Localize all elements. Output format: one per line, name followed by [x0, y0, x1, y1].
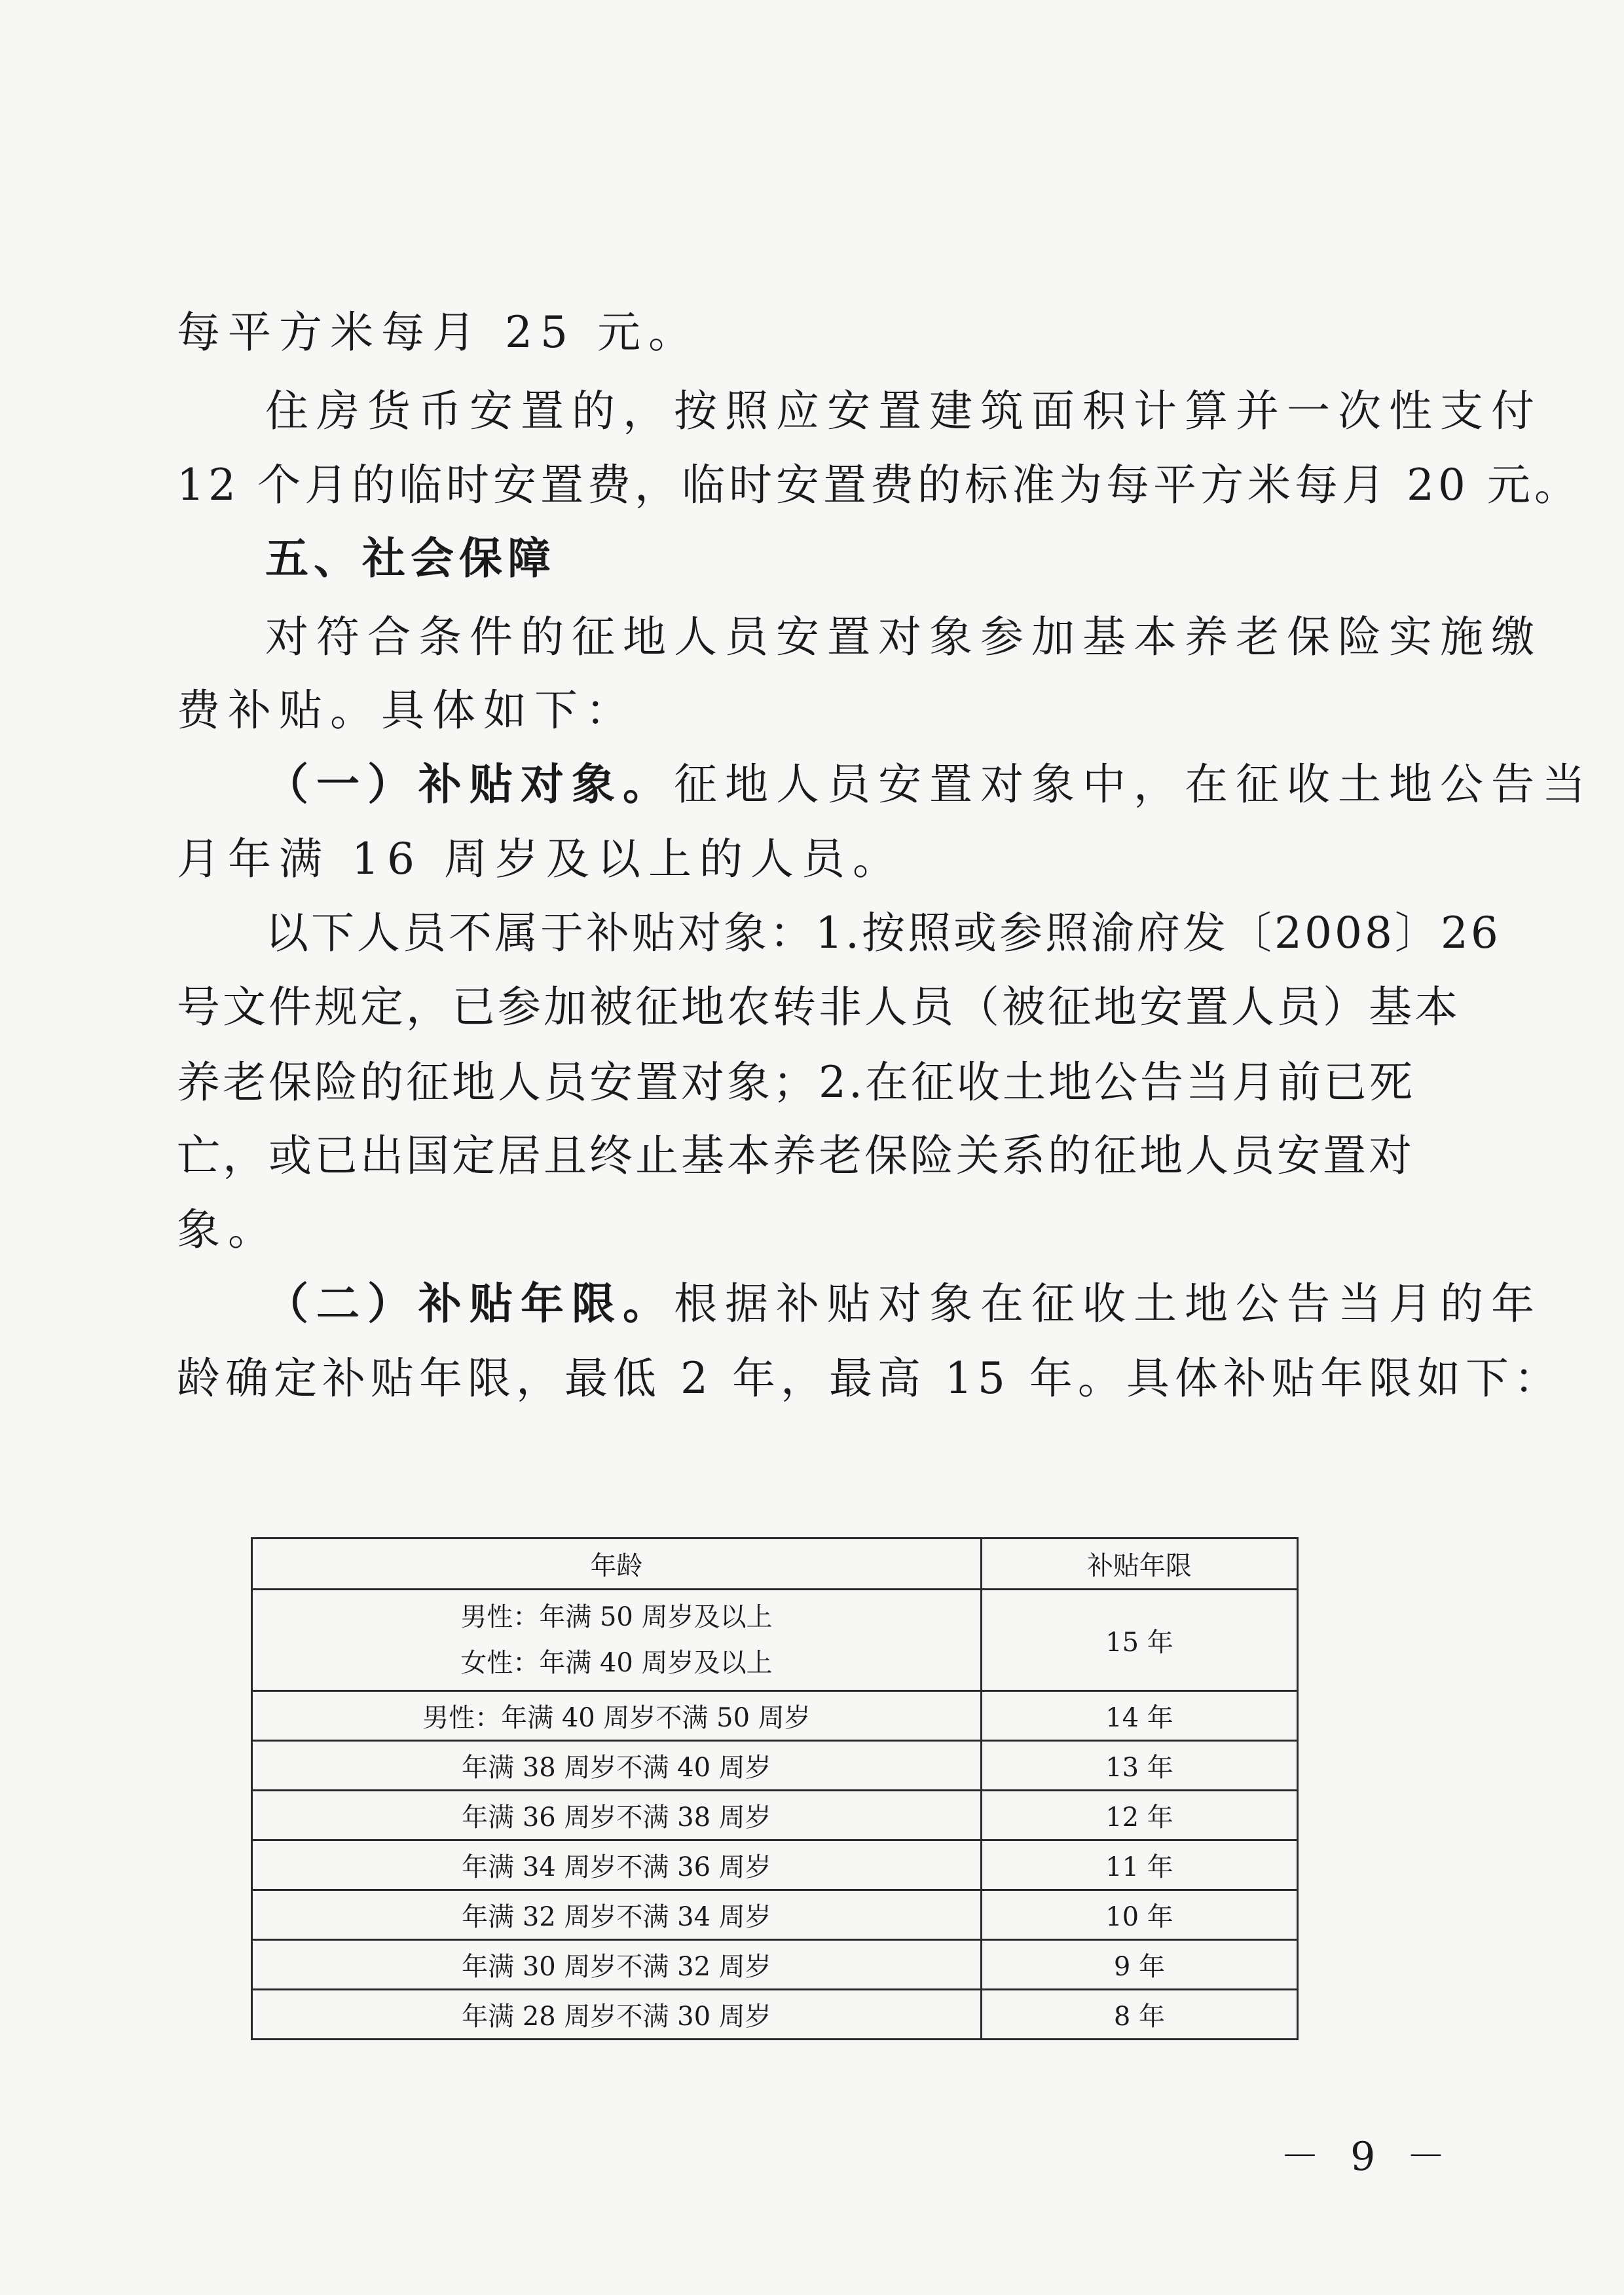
body-line-14-rest: 根据补贴对象在征收土地公告当月的年: [674, 1278, 1542, 1329]
header-age: 年龄: [252, 1539, 982, 1590]
body-line-8: 月年满 16 周岁及以上的人员。: [177, 834, 904, 884]
body-line-10: 号文件规定，已参加被征地农转非人员（被征地安置人员）基本: [177, 982, 1460, 1032]
table-row: [252, 1590, 1298, 1691]
age-cell: [252, 1590, 982, 1691]
years-cell: 14 年: [981, 1691, 1297, 1741]
page-number: － 9 －: [1280, 2134, 1455, 2180]
age-female-40: 女性：年满 40 周岁及以上: [460, 1648, 773, 1678]
years-cell: 13 年: [981, 1741, 1297, 1791]
age-cell: 年满 32 周岁不满 34 周岁: [252, 1890, 982, 1940]
table-row: [252, 1990, 1298, 2040]
body-line-9: 以下人员不属于补贴对象：1.按照或参照渝府发〔2008〕26: [265, 908, 1501, 958]
table-row: [252, 1791, 1298, 1840]
table-row: [252, 1691, 1298, 1741]
body-line-3: 12 个月的临时安置费，临时安置费的标准为每平方米每月 20 元。: [177, 460, 1581, 510]
age-cell: 男性：年满 40 周岁不满 50 周岁: [252, 1691, 982, 1741]
body-line-11: 养老保险的征地人员安置对象；2.在征收土地公告当月前已死: [177, 1057, 1415, 1108]
table-row: [252, 1890, 1298, 1940]
subheading-subsidy-target: （一）补贴对象。: [265, 759, 674, 810]
years-cell: 8 年: [981, 1990, 1297, 2040]
body-line-7-rest: 征地人员安置对象中，在征收土地公告当: [674, 759, 1593, 810]
age-cell: 年满 38 周岁不满 40 周岁: [252, 1741, 982, 1791]
years-cell: 11 年: [981, 1840, 1297, 1890]
subheading-subsidy-years: （二）补贴年限。: [265, 1278, 674, 1329]
years-cell: 9 年: [981, 1940, 1297, 1990]
table-header-row: [252, 1539, 1298, 1590]
years-cell: 10 年: [981, 1890, 1297, 1940]
subsidy-years-table: [251, 1537, 1299, 2040]
body-line-5: 对符合条件的征地人员安置对象参加基本养老保险实施缴: [265, 612, 1542, 662]
body-line-15: 龄确定补贴年限，最低 2 年，最高 15 年。具体补贴年限如下：: [177, 1353, 1562, 1404]
age-male-50: 男性：年满 50 周岁及以上: [460, 1602, 773, 1632]
body-line-1: 每平方米每月 25 元。: [177, 307, 699, 358]
table-row: [252, 1840, 1298, 1890]
years-cell: 12 年: [981, 1791, 1297, 1840]
table-row: [252, 1940, 1298, 1990]
section-heading-5: 五、社会保障: [265, 533, 556, 584]
age-cell: 年满 28 周岁不满 30 周岁: [252, 1990, 982, 2040]
body-line-6: 费补贴。具体如下：: [177, 685, 637, 736]
table-row: [252, 1741, 1298, 1791]
body-line-2: 住房货币安置的，按照应安置建筑面积计算并一次性支付: [265, 386, 1542, 436]
age-cell: 年满 36 周岁不满 38 周岁: [252, 1791, 982, 1840]
body-line-12: 亡，或已出国定居且终止基本养老保险关系的征地人员安置对: [177, 1130, 1414, 1181]
body-line-7: [265, 759, 1593, 810]
age-cell: 年满 30 周岁不满 32 周岁: [252, 1940, 982, 1990]
body-line-13: 象。: [177, 1204, 279, 1255]
body-line-14: [265, 1278, 1542, 1329]
age-cell: 年满 34 周岁不满 36 周岁: [252, 1840, 982, 1890]
years-cell: 15 年: [981, 1590, 1297, 1691]
header-subsidy-years: 补贴年限: [981, 1539, 1297, 1590]
